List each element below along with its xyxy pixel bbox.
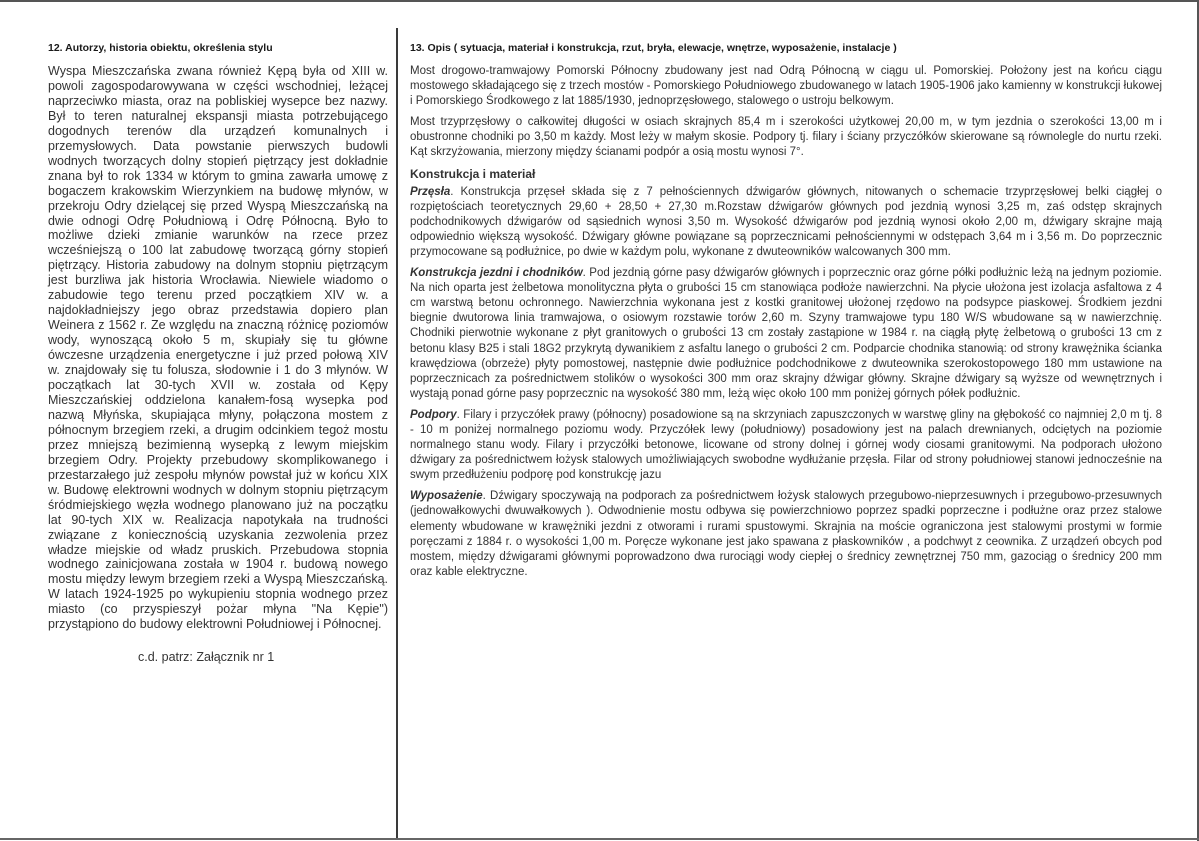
deck-paragraph (410, 266, 1162, 402)
deck-text: . Pod jezdnią górne pasy dźwigarów głównych i poprzecznic oraz górne półki podłużnic leżą na jednym poziomie. Na nich oparta jest żelbetowa monolityczna płyta o grubości 15 cm stanowiąca podłoże nawierzchni. Na płycie ułożona jest izolacja asfaltowa z 4 cm warstwą betonu ochronnego. Nawierzchnia wykonana jest z kostki granitowej ułożonej rzędowo na podsypce piaskowej. Środkiem jezdni biegnie dwutorowa linia tramwajowa, o osiowym rozstawie torów 2,60 m. Szyny tramwajowe typu 180 W/S wbudowane są w nawierzchnię. Chodniki pierwotnie wykonane z płyt granitowych o grubości 13 cm zostały zastąpione w 1984 r. na ciągłą płytę żelbetową o grubości 13 cm z betonu klasy B25 i stali 18G2 przykrytą dywanikiem z asfaltu lanego o grubości 2 cm. Podparcie chodnika stanowią: od strony krawężnika ścianka krawędziowa (obrzeże) płyty pomostowej, następnie dwie podłużnice podchodnikowe z dwuteownika szerokostopowego 180 mm ustawione na poprzecznicach za pośrednictwem stolików o wysokości 300 mm oraz skrajny dźwigar główny. Skrajne dźwigary są wyższe od wewnętrznych i wystają ponad górne pasy poprzecznic na wysokość 380 mm, leżą więc około 100 mm poniżej górnych półek podłużnic. (410, 267, 1162, 400)
section-12-title: 12. Autorzy, historia obiektu, określenia stylu (48, 42, 273, 54)
construction-subheading: Konstrukcja i materiał (410, 166, 536, 181)
location-paragraph: Most drogowo-tramwajowy Pomorski Północny zbudowany jest nad Odrą Północną w ciągu ul. Pomorskiej. Położony jest na końcu ciągu mostowego składającego się z trzech mostów - Pomorskiego Południowego zbudowanego w latach 1905-1906 jako kamienny w konstrukcji łukowej i Pomorskiego Środkowego z lat 1885/1930, jednoprzęsłowego, stalowego o ustroju belkowym. (410, 65, 1162, 108)
column-divider (396, 28, 398, 840)
equipment-lead: Wyposażenie (410, 490, 483, 503)
equipment-text: . Dźwigary spoczywają na podporach za pośrednictwem łożysk stalowych przegubowo-nieprzesuwnych i przegubowo-przesuwnych (jednowałkowychi dwuwałkowych ). Odwodnienie mostu odbywa się powierzchniowo poprzez spadki poprzeczne i podłużne oraz przez stalowe elementy wbudowane w krawężniki jezdni z otworami i rurami spustowymi. Skrajnia na moście ograniczona jest stalowymi prostymi w formie poręczami z 1884 r. o wysokości 1,00 m. Poręcze wykonane jest jako spawana z płaskowników , a podchwyt z ceownika. Z urządzeń obcych pod mostem, między dźwigarami głównymi poprowadzono dwa rurociągi wody ciepłej o średnicy zewnętrznej 750 mm, gazociąg o średnicy 200 mm oraz kable elektryczne. (410, 490, 1162, 578)
supports-paragraph (410, 408, 1162, 483)
section-13-title: 13. Opis ( sytuacja, materiał i konstrukcja, rzut, bryła, elewacje, wnętrze, wyposażenie, instalacje ) (410, 42, 897, 54)
bottom-border (0, 838, 1199, 840)
equipment-paragraph (410, 489, 1162, 580)
right-column (410, 42, 1162, 586)
supports-text: . Filary i przyczółek prawy (północny) posadowione są na skrzyniach zapuszczonych w warstwę gliny na głębokość co najmniej 2,0 m tj. 8 - 10 m poniżej normalnego poziomu wody. Przyczółek lewy (południowy) posadowiony jest na palach drewnianych, odciętych na poziomie normalnego stanu wody. Filary i przyczółki betonowe, licowane od strony dolnej i górnej wody ciosami granitowymi. Na podporach ułożono dźwigary za pośrednictwem łożysk stalowych umożliwiających swobodne wydłużanie przęsła. Filar od strony południowej stanowi jednocześnie na swym przedłużeniu podporę pod konstrukcję jazu (410, 408, 1162, 482)
supports-lead: Podpory (410, 408, 457, 421)
continuation-note: c.d. patrz: Załącznik nr 1 (138, 650, 275, 665)
spans-lead: Przęsła (410, 185, 451, 198)
spans-text: . Konstrukcja przęseł składa się z 7 pełnościennych dźwigarów głównych, nitowanych o schemacie trzyprzęsłowej belki ciągłej o rozpiętościach teoretycznych 29,60 + 28,50 + 27,30 m.Rozstaw dźwigarów głównych pod jezdnią wynosi 3,25 m, zaś odstęp skrajnych podchodnikowych dźwigarów od sąsiednich wynosi 3,50 m. Wysokość dźwigarów pod jezdnią wynosi około 2,00 m, dźwigary skrajne mają odpowiednio większą wysokość. Dźwigary główne powiązane są poprzecznicami pełnościennymi w odstępach 3,64 m i 3,56 m. Do poprzecznic przymocowane są podłużnice, po dwie w każdym polu, wykonane z dwuteowników walcowanych 300 mm. (410, 185, 1162, 258)
spans-paragraph (410, 185, 1162, 260)
deck-lead: Konstrukcja jezdni i chodników (410, 267, 583, 280)
dimensions-paragraph: Most trzyprzęsłowy o całkowitej długości w osiach skrajnych 85,4 m i szerokości użytkowej 20,00 m, w tym jezdnia o szerokości 13,00 m i obustronne chodniki po 3,50 m każdy. Most leży w małym skosie. Podpory tj. filary i ściany przyczółków skierowane są równolegle do nurtu rzeki. Kąt skrzyżowania, mierzony między ścianami podpór a osią mostu wynosi 7°. (410, 116, 1162, 159)
left-column (48, 42, 388, 664)
history-text: Wyspa Mieszczańska zwana również Kępą była od XIII w. powoli zagospodarowywana w części wschodniej, leżącej naprzeciwko miasta, oraz na pobliskiej wysepce bez nazwy. Był to teren naturalnej ekspansji miasta potrzebującego dogodnych terenów dla urządzeń komunalnych i przemysłowych. Data powstanie pierwszych budowli wodnych tworzących dolny stopień piętrzący jest dokładnie znana był to rok 1334 w którym to gmina zawarła umowę z bogaczem krakowskim Wierzynkiem na budowę młynów, w przekroju Odry dzielącej się przed Wyspą Mieszczańską na dwie odnogi Odrę Południową i Odrę Północną. Było to możliwe dzieki zmianie warunków na rzece przez wcześniejszą o 100 lat zabudowę tworzącą górny stopień piętrzący. Historia zabudowy na dolnym stopniu piętrzącym jest burzliwa jak historia Wrocławia. Niewiele wiadomo o zabudowie tego terenu przed początkiem XIV w. a najdokładniejszy jego obraz przedstawia dopiero plan Weinera z 1562 r. Ze względu na znaczną różnicę poziomów wody, wynoszącą około 5 m, skupiały się tu główne ówczesne urządzenia energetyczne i już przed połową XIV w. znajdowały się tu folusza, słodownie i 1 do 3 młynów. W początkach lat 30-tych XVII w. została od Kępy Mieszczańskiej oddzielona kanałem-fosą wysepka pod nazwą Młyńska, skupiająca młyny, połączona mostem z północnym brzegiem rzeki, a drugim odcinkiem tegoż mostu przez mniejszą bezimienną wysepką z lewym miejskim brzegiem Odry. Projekty przebudowy skomplikowanego i przestarzałego już zespołu młynów powstał już w końcu XIX w. Budowę elektrowni wodnych w dolnym stopniu piętrzącym śródmiejskiego węzła wodnego planowano już na początku lat 90-tych XIX w. Realizacja napotykała na trudności związane z koniecznością uzyskania zezwolenia przez władze miejskie od władz pruskich. Przebudowa stopnia wodnego zainicjowana została w 1904 r. budową nowego mostu między lewym brzegiem rzeki a Wyspą Mieszczańską. W latach 1924-1925 po wykupieniu stopnia wodnego przez miasto (co przyspieszył pożar młyna "Na Kępie") przystąpiono do budowy elektrowni Południowej i Północnej. (48, 64, 388, 632)
